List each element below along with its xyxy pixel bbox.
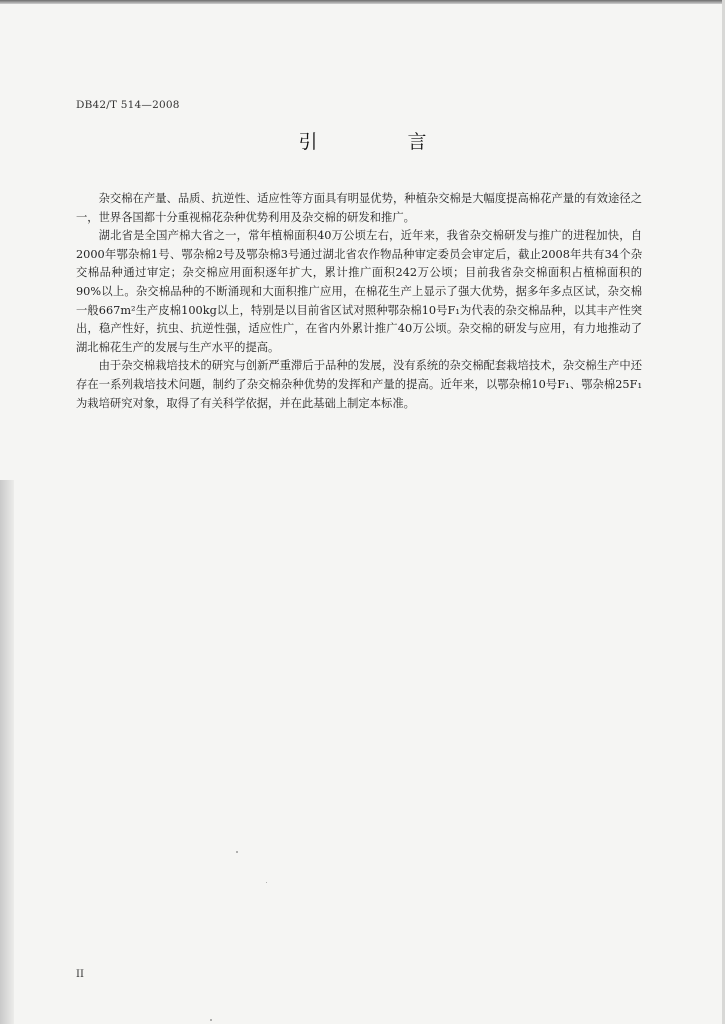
- scan-speck: [266, 882, 267, 883]
- scan-speck: [210, 1019, 212, 1021]
- document-code: DB42/T 514—2008: [76, 99, 180, 111]
- scan-left-shadow: [0, 480, 14, 1024]
- section-title: 引 言: [298, 131, 469, 153]
- scan-top-edge: [0, 0, 725, 4]
- paragraph-2: 湖北省是全国产棉大省之一，常年植棉面积40万公顷左右，近年来，我省杂交棉研发与推广的进程加快，自2000年鄂杂棉1号、鄂杂棉2号及鄂杂棉3号通过湖北省农作物品种审定委员会审定后，截止2008年共有34个杂交棉品种通过审定；杂交棉应用面积逐年扩大，累计推广面积242万公顷；目前我省杂交棉面积占植棉面积的90%以上。杂交棉品种的不断涌现和大面积推广应用，在棉花生产上显示了强大优势，据多年多点区试，杂交棉一般667m²生产皮棉100kg以上，特别是以目前省区试对照种鄂杂棉10号F₁为代表的杂交棉品种，以其丰产性突出，稳产性好，抗虫、抗逆性强，适应性广，在省内外累计推广40万公顷。杂交棉的研发与应用，有力地推动了湖北棉花生产的发展与生产水平的提高。: [76, 229, 642, 354]
- page-number: II: [76, 969, 84, 980]
- paragraph-3: 由于杂交棉栽培技术的研究与创新严重滞后于品种的发展，没有系统的杂交棉配套栽培技术，杂交棉生产中还存在一系列栽培技术问题，制约了杂交棉杂种优势的发挥和产量的提高。近年来，以鄂杂棉10号F₁、鄂杂棉25F₁为栽培研究对象，取得了有关科学依据，并在此基础上制定本标准。: [76, 359, 642, 410]
- document-body: [76, 190, 642, 413]
- scan-speck: [236, 851, 238, 853]
- paragraph-1: 杂交棉在产量、品质、抗逆性、适应性等方面具有明显优势，种植杂交棉是大幅度提高棉花产量的有效途径之一，世界各国都十分重视棉花杂种优势利用及杂交棉的研发和推广。: [76, 192, 642, 224]
